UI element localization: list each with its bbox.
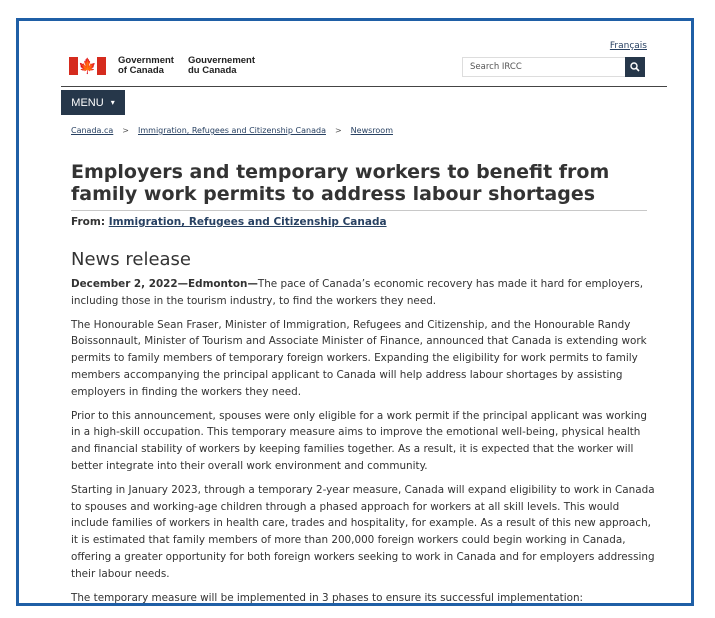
paragraph-5: The temporary measure will be implemented in 3 phases to ensure its successful implementation: xyxy=(71,591,584,603)
paragraph-4: Starting in January 2023, through a temporary 2-year measure, Canada will expand eligibility to work in Canada to spouses and working-age children through a phased approach for workers at all skill levels. This would include families of workers in health care, trades and hospitality, for example. As a result of this new approach, it is estimated that family members of more than 200,000 foreign workers could begin working in Canada, offering a greater opportunity for both foreign workers seeking to work in Canada and for employers addressing their labour needs. xyxy=(71,483,655,580)
language-toggle-link[interactable]: Français xyxy=(609,41,647,51)
screenshot-frame xyxy=(16,18,694,606)
search-button[interactable] xyxy=(625,57,645,77)
chevron-down-icon: ▾ xyxy=(110,98,115,107)
page-title: Employers and temporary workers to benefit from family work permits to address labour shortages xyxy=(71,161,610,205)
gov-name-en: Government of Canada xyxy=(118,55,174,76)
from-line xyxy=(71,216,387,228)
paragraph-2: The Honourable Sean Fraser, Minister of Immigration, Refugees and Citizenship, and the Honourable Randy Boissonnault, Minister of Tourism and Associate Minister of Finance, announced that Canada is extending work permits to family members of temporary foreign workers. Expanding the eligibility for work permits to family members accompanying the principal applicant to Canada will help address labour shortages by assisting employers in finding the workers they need. xyxy=(71,318,647,398)
menu-button[interactable] xyxy=(61,90,125,115)
breadcrumb-canada[interactable]: Canada.ca xyxy=(71,126,114,135)
gov-name-fr: Gouvernement du Canada xyxy=(187,55,256,76)
from-department-link[interactable]: Immigration, Refugees and Citizenship Canada xyxy=(108,216,387,228)
breadcrumb-separator-icon: > xyxy=(122,126,129,135)
search-input[interactable]: Search IRCC xyxy=(462,57,625,77)
article-body xyxy=(71,276,655,603)
breadcrumb xyxy=(71,126,393,135)
breadcrumb-separator-icon: > xyxy=(334,126,342,135)
canada-flag-icon: 🍁 xyxy=(69,57,106,75)
dateline: December 2, 2022—Edmonton— xyxy=(71,278,258,290)
search-icon xyxy=(630,62,640,72)
breadcrumb-newsroom[interactable]: Newsroom xyxy=(350,126,393,135)
breadcrumb-ircc[interactable]: Immigration, Refugees and Citizenship Canada xyxy=(138,126,326,135)
paragraph-1: December 2, 2022—Edmonton—The pace of Canada’s economic recovery has made it hard for employers, including those in the tourism industry, to find the workers they need. xyxy=(71,278,644,307)
page-content xyxy=(19,21,691,603)
menu-label: MENU xyxy=(71,96,104,109)
title-divider xyxy=(71,210,647,211)
search-form xyxy=(462,57,645,77)
section-heading: News release xyxy=(71,249,191,270)
paragraph-3: Prior to this announcement, spouses were only eligible for a work permit if the principal applicant was working in a high-skill occupation. This temporary measure aims to improve the emotional well-being, physical health and financial stability of workers by keeping families together. As a result, it is expected that the worker will better integrate into their overall work environment and community. xyxy=(71,409,647,472)
from-label: From: xyxy=(71,216,106,228)
government-signature[interactable] xyxy=(69,55,255,77)
header-divider xyxy=(61,86,667,87)
